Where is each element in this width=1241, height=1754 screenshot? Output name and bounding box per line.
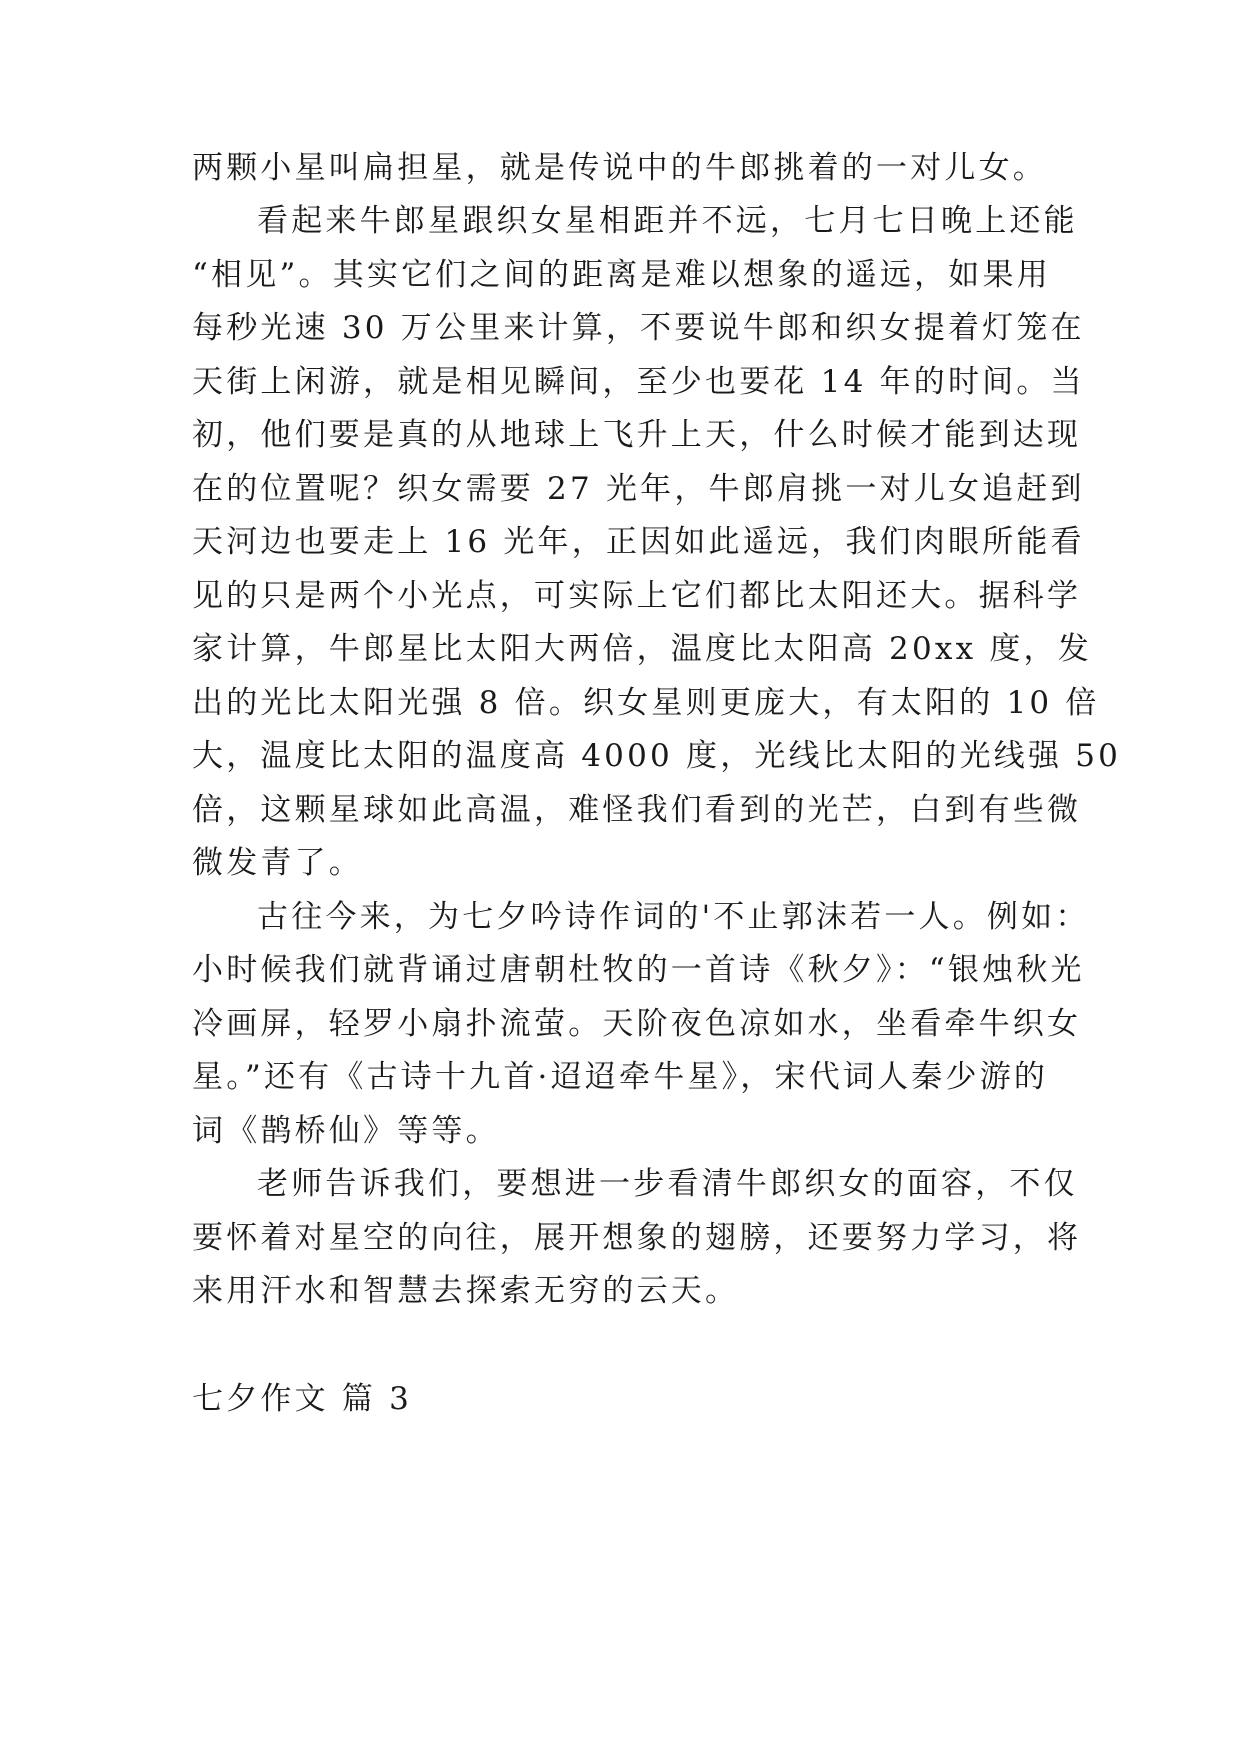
- text-line: 见的只是两个小光点，可实际上它们都比太阳还大。据科学: [192, 578, 1082, 614]
- paragraph-first-line: 看起来牛郎星跟织女星相距并不远，七月七日晚上还能: [257, 203, 1078, 239]
- text-line: 微发青了。: [192, 845, 363, 881]
- text-line: 出的光比太阳光强 8 倍。织女星则更庞大，有太阳的 10 倍: [192, 685, 1100, 721]
- text-line: “相见”。其实它们之间的距离是难以想象的遥远，如果用: [192, 257, 1051, 293]
- text-line: 小时候我们就背诵过唐朝杜牧的一首诗《秋夕》：“银烛秋光: [192, 952, 1085, 988]
- text-line: 每秒光速 30 万公里来计算，不要说牛郎和织女提着灯笼在: [192, 310, 1085, 346]
- text-line: 两颗小星叫扁担星，就是传说中的牛郎挑着的一对儿女。: [192, 150, 1047, 186]
- text-line: 大，温度比太阳的温度高 4000 度，光线比太阳的光线强 50: [192, 738, 1122, 774]
- text-line: 在的位置呢？织女需要 27 光年，牛郎肩挑一对儿女追赶到: [192, 471, 1085, 507]
- text-line: 天河边也要走上 16 光年，正因如此遥远，我们肉眼所能看: [192, 524, 1085, 560]
- text-line: 倍，这颗星球如此高温，难怪我们看到的光芒，白到有些微: [192, 792, 1082, 828]
- text-line: 家计算，牛郎星比太阳大两倍，温度比太阳高 20xx 度，发: [192, 631, 1092, 667]
- paragraph-first-line: 古往今来，为七夕吟诗作词的'不止郭沫若一人。例如：: [257, 899, 1090, 935]
- text-line: 冷画屏，轻罗小扇扑流萤。天阶夜色凉如水，坐看牵牛织女: [192, 1006, 1082, 1042]
- text-line: 初，他们要是真的从地球上飞升上天，什么时候才能到达现: [192, 417, 1082, 453]
- text-line: 星。”还有《古诗十九首·迢迢牵牛星》，宋代词人秦少游的: [192, 1059, 1049, 1095]
- paragraph-first-line: 老师告诉我们，要想进一步看清牛郎织女的面容，不仅: [257, 1166, 1078, 1202]
- text-line: 来用汗水和智慧去探索无穷的云天。: [192, 1273, 740, 1309]
- text-line: 天街上闲游，就是相见瞬间，至少也要花 14 年的时间。当: [192, 364, 1085, 400]
- text-line: 要怀着对星空的向往，展开想象的翅膀，还要努力学习，将: [192, 1220, 1082, 1256]
- text-line: 词《鹊桥仙》等等。: [192, 1113, 500, 1149]
- section-heading: 七夕作文 篇 3: [192, 1381, 413, 1417]
